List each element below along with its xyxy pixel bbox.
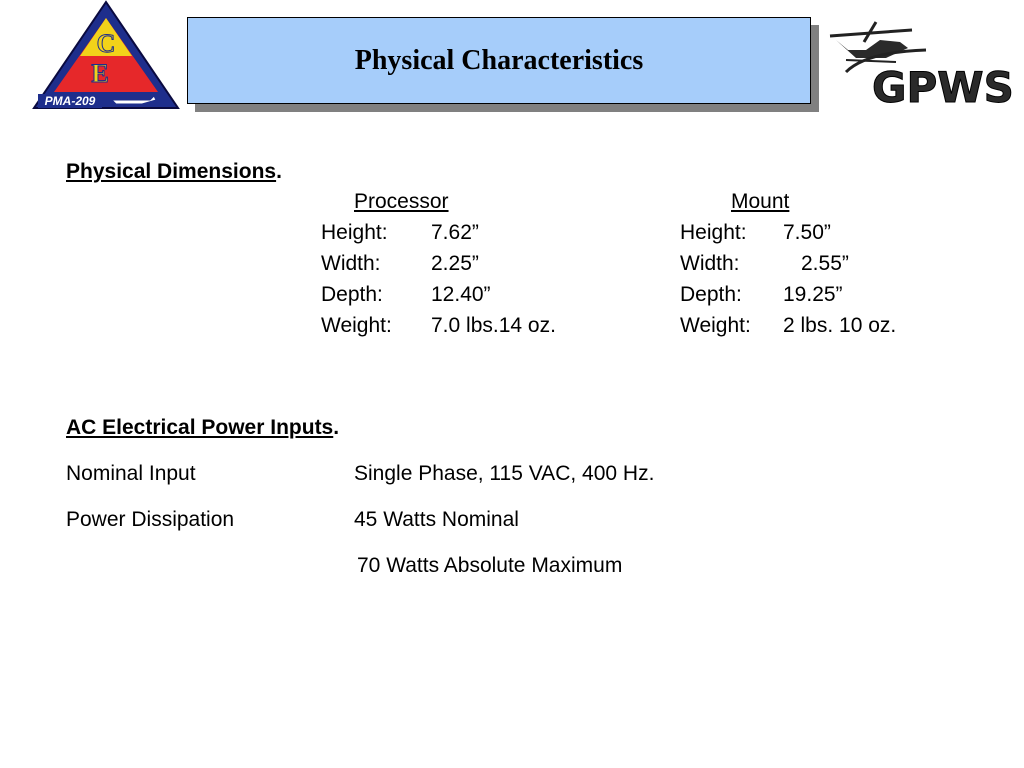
processor-height-value: 7.62” (431, 221, 479, 244)
gpws-logo-text: GPWS (872, 63, 1014, 112)
mount-weight-label: Weight: (680, 314, 751, 337)
mount-label: Mount (731, 190, 790, 213)
processor-weight-label: Weight: (321, 314, 392, 337)
mount-width-value: 2.55” (801, 252, 849, 275)
page-title: Physical Characteristics (354, 44, 644, 76)
helicopter-icon (826, 16, 1024, 112)
gpws-logo (826, 16, 1024, 112)
processor-width-value: 2.25” (431, 252, 479, 275)
mount-depth-label: Depth: (680, 283, 742, 306)
power-dissipation-nominal: 45 Watts Nominal (354, 508, 519, 531)
dimensions-heading (66, 160, 282, 184)
power-heading-punct: . (333, 416, 340, 439)
power-heading-text: AC Electrical Power Inputs (66, 416, 334, 439)
processor-depth-value: 12.40” (431, 283, 491, 306)
dimensions-heading-text: Physical Dimensions (66, 160, 277, 183)
nominal-input-label: Nominal Input (66, 462, 196, 485)
mount-weight-value: 2 lbs. 10 oz. (783, 314, 897, 337)
power-dissipation-maximum: 70 Watts Absolute Maximum (357, 554, 623, 577)
triangle-emblem-icon (32, 0, 180, 112)
processor-width-label: Width: (321, 252, 381, 275)
org-logo-label: PMA-209 (44, 94, 96, 108)
power-dissipation-label: Power Dissipation (66, 508, 235, 531)
mount-depth-value: 19.25” (783, 283, 843, 306)
mount-height-value: 7.50” (783, 221, 831, 244)
org-logo (32, 0, 180, 112)
processor-depth-label: Depth: (321, 283, 383, 306)
svg-text:E: E (91, 59, 109, 88)
nominal-input-value: Single Phase, 115 VAC, 400 Hz. (354, 462, 655, 485)
svg-text:C: C (96, 29, 116, 58)
mount-height-label: Height: (680, 221, 747, 244)
power-heading (66, 416, 339, 440)
processor-height-label: Height: (321, 221, 388, 244)
dimensions-heading-punct: . (276, 160, 282, 183)
processor-weight-value: 7.0 lbs.14 oz. (431, 314, 556, 337)
title-banner (187, 17, 811, 104)
mount-width-label: Width: (680, 252, 740, 275)
processor-label: Processor (354, 190, 449, 213)
